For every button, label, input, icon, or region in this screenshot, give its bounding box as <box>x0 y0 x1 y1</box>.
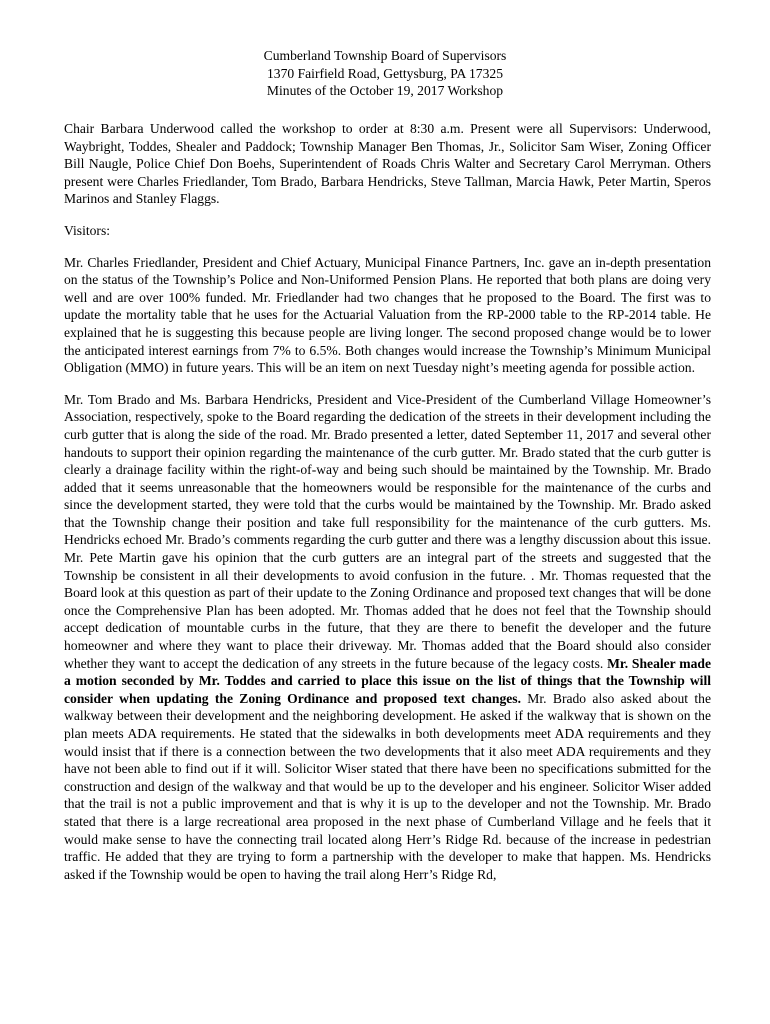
motion-text: Mr. Shealer made a motion seconded by Mr. Toddes and carried to place this issue on the list of things that the Township will consider when updating the Zoning Ordinance and proposed text changes. <box>64 655 711 706</box>
visitors-heading: Visitors: <box>64 222 111 238</box>
friedlander-paragraph: Mr. Charles Friedlander, President and Chief Actuary, Municipal Finance Partners, Inc. gave an in-depth presentation on the status of the Township’s Police and Non-Uniformed Pension Plans. He reported that both plans are doing very well and are over 100% funded. Mr. Friedlander had two changes that he proposed to the Board. The first was to update the mortality table that he uses for the Actuarial Valuation from the RP-2000 table to the RP-2014 table. He explained that he is suggesting this because people are living longer. The second proposed change would be to lower the anticipated interest earnings from 7% to 6.5%. Both changes would increase the Township’s Minimum Municipal Obligation (MMO) in future years. This will be an item on next Tuesday night’s meeting agenda for possible action. <box>64 254 711 376</box>
header-meeting-title: Minutes of the October 19, 2017 Workshop <box>266 83 504 99</box>
brado-text-part2: Mr. Brado also asked about the walkway between their development and the neighboring development. He asked if the walkway that is shown on the plan meets ADA requirements. He stated that the sidewalks in both developments meet ADA requirements and they would insist that if there is a connection between the two developments that it also meet ADA requirements and they have not been able to find out if it will. Solicitor Wiser stated that there have been no specifications submitted for the construction and design of the walkway and that would be up to the developer and his engineer. Solicitor Wiser added that the trail is not a public improvement and that is why it is up to the developer and not the Township. Mr. Brado stated that there is a large recreational area proposed in the next phase of Cumberland Village and he feels that it would make sense to have the connecting trail located along Herr’s Ridge Rd. because of the increase in pedestrian traffic. He added that they are trying to form a partnership with the developer to make that happen. Ms. Hendricks asked if the Township would be open to having the trail along Herr’s Ridge Rd, <box>64 690 711 882</box>
header-organization: Cumberland Township Board of Supervisors <box>263 48 507 63</box>
header-address: 1370 Fairfield Road, Gettysburg, PA 17325 <box>266 65 503 81</box>
attendance-paragraph: Chair Barbara Underwood called the workshop to order at 8:30 a.m. Present were all Supervisors: Underwood, Waybright, Toddes, Shealer and Paddock; Township Manager Ben Thomas, Jr., Solicitor Sam Wiser, Zoning Officer Bill Naugle, Police Chief Don Boehs, Superintendent of Roads Chris Walter and Secretary Carol Merryman. Others present were Charles Friedlander, Tom Brado, Barbara Hendricks, Steve Tallman, Marcia Hawk, Peter Martin, Speros Marinos and Stanley Flaggs. <box>64 121 711 207</box>
brado-paragraph <box>64 391 711 884</box>
document-body <box>64 120 711 897</box>
document-header <box>0 47 770 100</box>
brado-text-part1: Mr. Tom Brado and Ms. Barbara Hendricks, President and Vice-President of the Cumberland Village Homeowner’s Association, respectively, spoke to the Board regarding the dedication of the streets in their development including the curb gutter that is along the side of the road. Mr. Brado presented a letter, dated September 11, 2017 and several other handouts to support their opinion regarding the maintenance of the curb gutter. Mr. Brado stated that the curb gutter is clearly a drainage facility within the right-of-way and being such should be maintained by the Township. Mr. Brado added that it seems unreasonable that the homeowners would be responsible for the maintenance of the curbs and since the development started, they were told that the curbs would be maintained by the Township. Mr. Brado asked that the Township change their position and take full responsibility for the maintenance of the curb gutters. Ms. Hendricks echoed Mr. Brado’s comments regarding the curb gutter and there was a lengthy discussion about this issue. Mr. Pete Martin gave his opinion that the curb gutters are an integral part of the streets and suggested that the Township be consistent in all their developments to avoid confusion in the future. . Mr. Thomas requested that the Board look at this question as part of their update to the Zoning Ordinance and proposed text changes that will be done once the Comprehensive Plan has been adopted. Mr. Thomas added that he does not feel that the Township should accept dedication of mountable curbs in the future, that they are there to benefit the developer and the future homeowner and where they want to place their driveway. Mr. Thomas added that the Board should also consider whether they want to accept the dedication of any streets in the future because of the legacy costs. <box>64 391 711 671</box>
